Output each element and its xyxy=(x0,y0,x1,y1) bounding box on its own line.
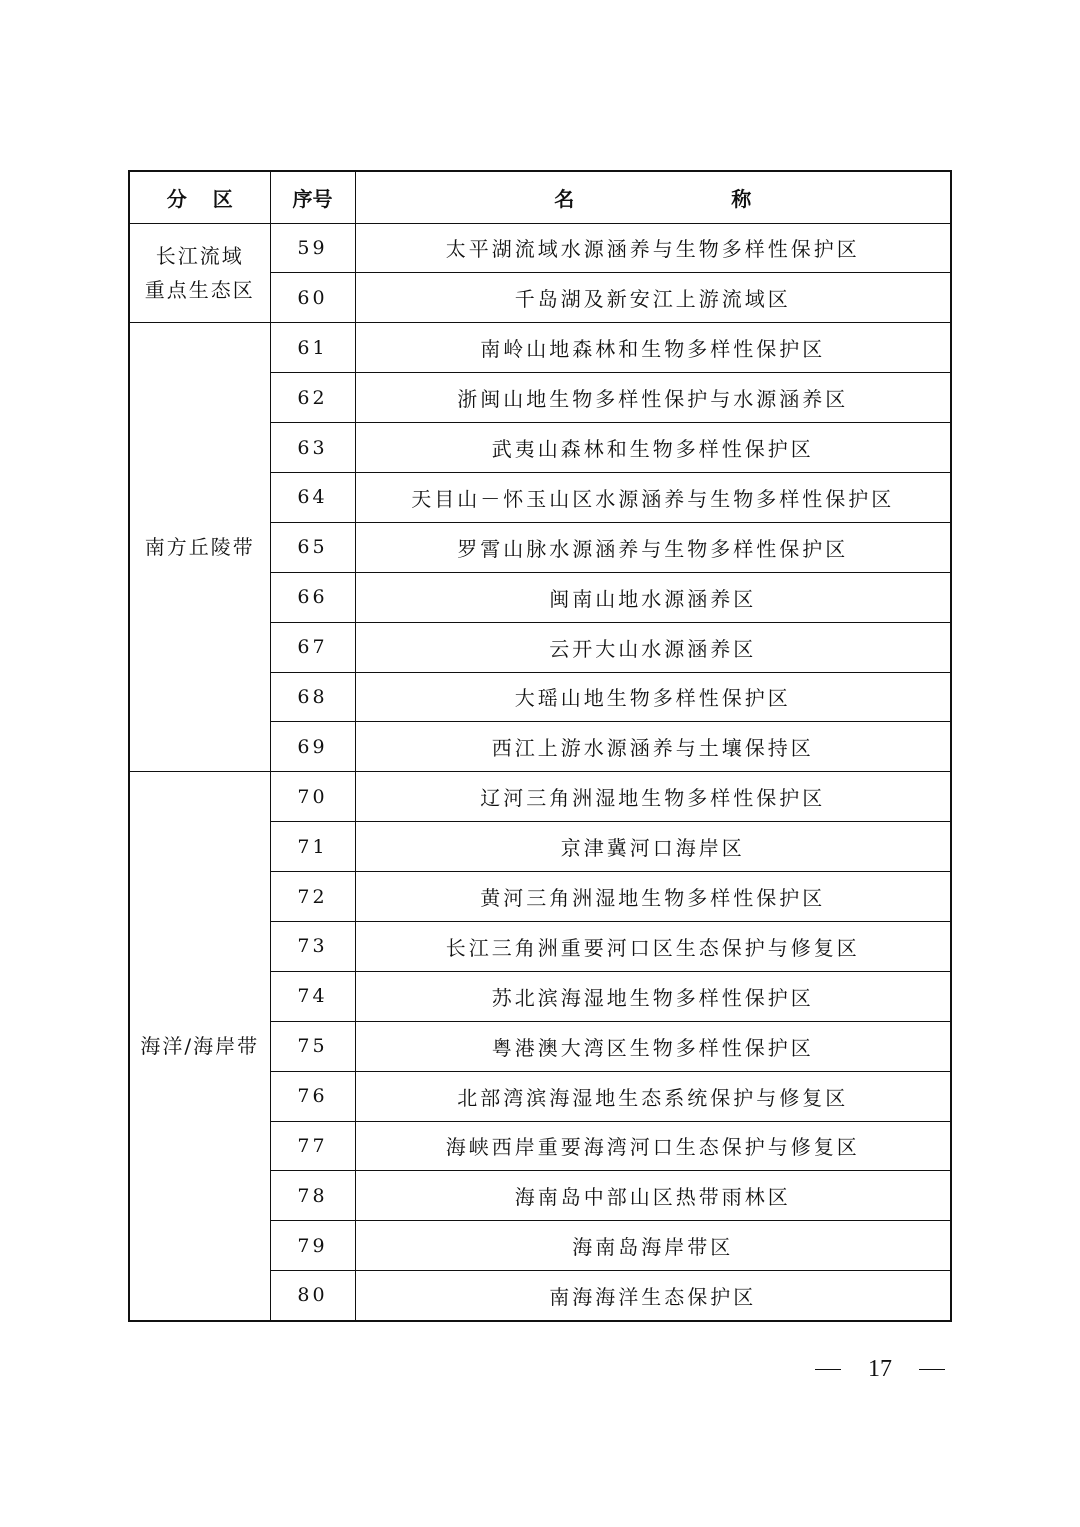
name-cell: 海南岛海岸带区 xyxy=(355,1221,951,1271)
name-cell: 南海海洋生态保护区 xyxy=(355,1271,951,1321)
page-footer xyxy=(815,1356,945,1383)
name-cell: 苏北滨海湿地生物多样性保护区 xyxy=(355,971,951,1021)
number-cell: 80 xyxy=(270,1271,355,1321)
table-row xyxy=(129,323,951,373)
name-cell: 云开大山水源涵养区 xyxy=(355,622,951,672)
name-cell: 大瑶山地生物多样性保护区 xyxy=(355,672,951,722)
number-cell: 67 xyxy=(270,622,355,672)
name-cell: 武夷山森林和生物多样性保护区 xyxy=(355,423,951,473)
number-cell: 63 xyxy=(270,423,355,473)
number-cell: 76 xyxy=(270,1071,355,1121)
footer-dash-right xyxy=(919,1369,945,1370)
table-body xyxy=(129,223,951,1321)
region-cell: 海洋/海岸带 xyxy=(129,772,270,1321)
name-cell: 长江三角洲重要河口区生态保护与修复区 xyxy=(355,921,951,971)
name-cell: 粤港澳大湾区生物多样性保护区 xyxy=(355,1021,951,1071)
header-region: 分区 xyxy=(129,171,270,223)
number-cell: 75 xyxy=(270,1021,355,1071)
name-cell: 京津冀河口海岸区 xyxy=(355,822,951,872)
footer-dash-left xyxy=(815,1369,841,1370)
number-cell: 70 xyxy=(270,772,355,822)
name-cell: 罗霄山脉水源涵养与生物多样性保护区 xyxy=(355,522,951,572)
name-cell: 辽河三角洲湿地生物多样性保护区 xyxy=(355,772,951,822)
name-cell: 天目山－怀玉山区水源涵养与生物多样性保护区 xyxy=(355,472,951,522)
name-cell: 闽南山地水源涵养区 xyxy=(355,572,951,622)
number-cell: 66 xyxy=(270,572,355,622)
name-cell: 太平湖流域水源涵养与生物多样性保护区 xyxy=(355,223,951,273)
number-cell: 60 xyxy=(270,273,355,323)
table-row xyxy=(129,223,951,273)
name-cell: 黄河三角洲湿地生物多样性保护区 xyxy=(355,872,951,922)
number-cell: 64 xyxy=(270,472,355,522)
number-cell: 68 xyxy=(270,672,355,722)
number-cell: 61 xyxy=(270,323,355,373)
region-cell: 南方丘陵带 xyxy=(129,323,270,772)
name-cell: 海峡西岸重要海湾河口生态保护与修复区 xyxy=(355,1121,951,1171)
number-cell: 73 xyxy=(270,921,355,971)
name-cell: 千岛湖及新安江上游流域区 xyxy=(355,273,951,323)
number-cell: 69 xyxy=(270,722,355,772)
number-cell: 62 xyxy=(270,373,355,423)
zone-table xyxy=(128,170,952,1322)
number-cell: 77 xyxy=(270,1121,355,1171)
table-header-row xyxy=(129,171,951,223)
header-name: 名 称 xyxy=(355,171,951,223)
number-cell: 74 xyxy=(270,971,355,1021)
page-number: 17 xyxy=(868,1356,892,1382)
name-cell: 浙闽山地生物多样性保护与水源涵养区 xyxy=(355,373,951,423)
number-cell: 65 xyxy=(270,522,355,572)
number-cell: 72 xyxy=(270,872,355,922)
header-number: 序号 xyxy=(270,171,355,223)
number-cell: 79 xyxy=(270,1221,355,1271)
name-cell: 西江上游水源涵养与土壤保持区 xyxy=(355,722,951,772)
number-cell: 71 xyxy=(270,822,355,872)
name-cell: 海南岛中部山区热带雨林区 xyxy=(355,1171,951,1221)
name-cell: 南岭山地森林和生物多样性保护区 xyxy=(355,323,951,373)
number-cell: 59 xyxy=(270,223,355,273)
table-row xyxy=(129,772,951,822)
number-cell: 78 xyxy=(270,1171,355,1221)
region-cell: 长江流域 重点生态区 xyxy=(129,223,270,323)
name-cell: 北部湾滨海湿地生态系统保护与修复区 xyxy=(355,1071,951,1121)
